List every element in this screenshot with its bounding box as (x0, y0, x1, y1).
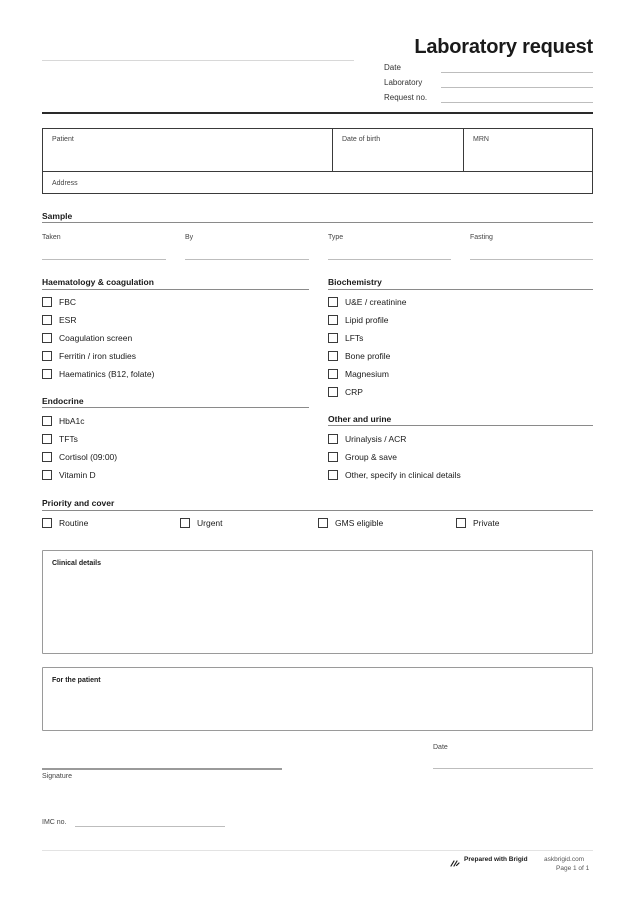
checkbox-lfts[interactable] (328, 332, 363, 344)
checkbox-box[interactable] (42, 416, 52, 426)
checkbox-box[interactable] (328, 315, 338, 325)
checkbox-vitamin-d[interactable] (42, 469, 96, 481)
checkbox-box[interactable] (42, 434, 52, 444)
checkbox-other[interactable] (328, 469, 461, 481)
footer-divider (42, 850, 593, 851)
address-label: Address (52, 180, 78, 187)
patient-box-divider (332, 129, 333, 171)
checkbox-box[interactable] (328, 351, 338, 361)
checkbox-magnesium[interactable] (328, 368, 389, 380)
by-label: By (185, 234, 194, 241)
checkbox-haematinics[interactable] (42, 368, 154, 380)
checkbox-box[interactable] (328, 452, 338, 462)
checkbox-urgent[interactable] (180, 517, 223, 529)
other-urine-title: Other and urine (328, 414, 392, 424)
checkbox-lipid-profile[interactable] (328, 314, 388, 326)
checkbox-gms-eligible[interactable] (318, 517, 383, 529)
checkbox-label: Vitamin D (59, 470, 96, 480)
checkbox-label: FBC (59, 297, 76, 307)
patient-label: Patient (52, 136, 74, 143)
priority-title: Priority and cover (42, 498, 115, 508)
checkbox-label: Magnesium (345, 369, 389, 379)
checkbox-box[interactable] (42, 470, 52, 480)
checkbox-fbc[interactable] (42, 296, 76, 308)
footer-brand: Prepared with Brigid (464, 856, 528, 863)
checkbox-box[interactable] (328, 369, 338, 379)
checkbox-box[interactable] (328, 333, 338, 343)
taken-field[interactable] (42, 259, 166, 260)
laboratory-label: Laboratory (384, 78, 423, 87)
checkbox-label: GMS eligible (335, 518, 384, 528)
checkbox-box[interactable] (42, 315, 52, 325)
checkbox-label: LFTs (345, 333, 364, 343)
for-patient-box[interactable] (42, 667, 593, 731)
checkbox-label: U&E / creatinine (345, 297, 407, 307)
brigid-logo-icon (450, 855, 462, 865)
checkbox-label: Coagulation screen (59, 333, 133, 343)
checkbox-label: Other, specify in clinical details (345, 470, 461, 480)
checkbox-box[interactable] (328, 434, 338, 444)
checkbox-box[interactable] (42, 452, 52, 462)
checkbox-box[interactable] (328, 470, 338, 480)
checkbox-label: Ferritin / iron studies (59, 351, 136, 361)
fasting-field[interactable] (470, 259, 593, 260)
request-no-label: Request no. (384, 93, 428, 102)
checkbox-hba1c[interactable] (42, 415, 85, 427)
priority-rule (42, 510, 593, 511)
checkbox-ue-creatinine[interactable] (328, 296, 406, 308)
mrn-label: MRN (473, 136, 489, 143)
biochemistry-rule (328, 289, 593, 290)
checkbox-label: Group & save (345, 452, 397, 462)
checkbox-box[interactable] (42, 518, 52, 528)
footer-url[interactable]: askbrigid.com (544, 856, 585, 863)
signature-line[interactable] (42, 768, 282, 770)
type-label: Type (328, 234, 344, 241)
checkbox-label: CRP (345, 387, 363, 397)
checkbox-routine[interactable] (42, 517, 88, 529)
checkbox-box[interactable] (328, 387, 338, 397)
biochemistry-title: Biochemistry (328, 277, 382, 287)
checkbox-esr[interactable] (42, 314, 76, 326)
checkbox-box[interactable] (42, 297, 52, 307)
patient-box-divider (43, 171, 592, 172)
checkbox-label: Urgent (197, 518, 223, 528)
for-patient-label: For the patient (52, 677, 101, 684)
haematology-rule (42, 289, 309, 290)
checkbox-label: Bone profile (345, 351, 391, 361)
checkbox-box[interactable] (42, 333, 52, 343)
date-field[interactable] (441, 72, 593, 73)
header-divider (42, 112, 593, 114)
checkbox-coagulation[interactable] (42, 332, 132, 344)
checkbox-private[interactable] (456, 517, 499, 529)
checkbox-label: Private (473, 518, 500, 528)
laboratory-field[interactable] (441, 87, 593, 88)
sample-title: Sample (42, 211, 73, 221)
dob-label: Date of birth (342, 136, 381, 143)
checkbox-label: Lipid profile (345, 315, 389, 325)
patient-box-divider (463, 129, 464, 171)
footer-page-number: Page 1 of 1 (556, 865, 590, 872)
patient-details-box (42, 128, 593, 194)
signature-label: Signature (42, 773, 72, 780)
checkbox-box[interactable] (42, 369, 52, 379)
haematology-title: Haematology & coagulation (42, 277, 154, 287)
clinical-details-label: Clinical details (52, 560, 102, 567)
checkbox-label: Cortisol (09:00) (59, 452, 118, 462)
checkbox-tfts[interactable] (42, 433, 78, 445)
checkbox-bone-profile[interactable] (328, 350, 390, 362)
fasting-label: Fasting (470, 234, 493, 241)
checkbox-box[interactable] (42, 351, 52, 361)
checkbox-box[interactable] (318, 518, 328, 528)
checkbox-urinalysis[interactable] (328, 433, 406, 445)
endocrine-rule (42, 407, 309, 408)
checkbox-crp[interactable] (328, 386, 363, 398)
other-urine-rule (328, 425, 593, 426)
checkbox-label: TFTs (59, 434, 78, 444)
checkbox-label: Urinalysis / ACR (345, 434, 407, 444)
type-field[interactable] (328, 259, 451, 260)
page-title: Laboratory request (414, 36, 593, 58)
checkbox-box[interactable] (328, 297, 338, 307)
checkbox-label: Routine (59, 518, 89, 528)
checkbox-box[interactable] (180, 518, 190, 528)
imc-label: IMC no. (42, 819, 67, 826)
checkbox-group-save[interactable] (328, 451, 397, 463)
checkbox-label: ESR (59, 315, 77, 325)
imc-field[interactable] (75, 826, 225, 827)
request-no-field[interactable] (441, 102, 593, 103)
signature-date-line[interactable] (433, 768, 593, 769)
header-name-line (42, 60, 354, 61)
checkbox-box[interactable] (456, 518, 466, 528)
checkbox-ferritin[interactable] (42, 350, 136, 362)
checkbox-cortisol[interactable] (42, 451, 117, 463)
sample-rule (42, 222, 593, 223)
clinical-details-box[interactable] (42, 550, 593, 654)
date-label: Date (384, 63, 401, 72)
checkbox-label: Haematinics (B12, folate) (59, 369, 155, 379)
endocrine-title: Endocrine (42, 396, 84, 406)
signature-date-label: Date (433, 744, 448, 751)
taken-label: Taken (42, 234, 61, 241)
checkbox-label: HbA1c (59, 416, 85, 426)
by-field[interactable] (185, 259, 309, 260)
